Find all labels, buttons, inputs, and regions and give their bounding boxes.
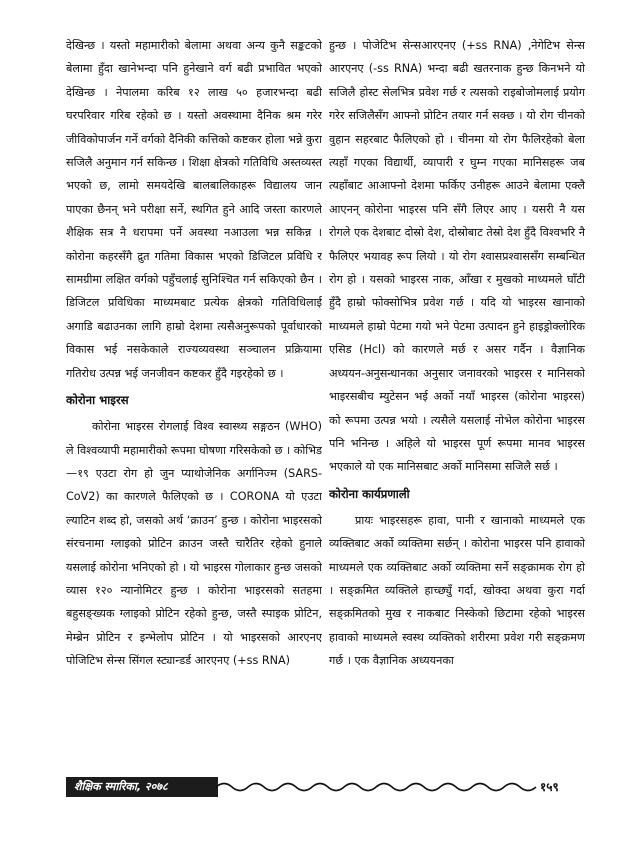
right-paragraph-2: प्रायः भाइरसहरू हावा, पानी र खानाको माध्यमले एक व्यक्तिबाट अर्को व्यक्तिमा सर्छन् । कोरोना भाइरस पनि हावाको माध्यमले एक व्यक्तिबाट अर्को व्यक्तिमा सर्ने सङ्क्रामक रोग हो । सङ्क्रमित व्यक्तिले हाच्छ्युँ गर्दा, खोक्दा अथवा कुरा गर्दा सङ्क्रमितको मुख र नाकबाट निस्केको छिटामा रहेको भाइरस हावाको माध्यमले स्वस्थ व्यक्तिको शरीरमा प्रवेश गरी सङ्क्रमण गर्छ । एक वैज्ञानिक अध्ययनका	[329, 513, 585, 668]
left-paragraph-2: कोरोना भाइरस रोगलाई विश्व स्वास्थ्य सङ्गठन (WHO) ले विश्वव्यापी महामारीको रूपमा घोषणा गरिसकेको छ । कोभिड—१९ एउटा रोग हो जुन प्याथोजेनिक अर्गानिज्म (SARS-CoV2) का कारणले फैलिएको छ । CORONA यो एउटा ल्याटिन शब्द हो, जसको अर्थ ‘क्राउन’ हुन्छ । कोरोना भाइरसको संरचनामा ग्लाइको प्रोटिन क्राउन जस्तै चारैतिर रहेको हुनाले यसलाई कोरोना भनिएको हो । यो भाइरस गोलाकार हुन्छ जसको व्यास १२० न्यानोमिटर हुन्छ । कोरोना भाइरसको सतहमा बहुसङ्ख्यक ग्लाइको प्रोटिन रहेको हुन्छ, जस्तै स्पाइक प्रोटिन, मेम्ब्रेन प्रोटिन र इन्भेलोप प्रोटिन । यो भाइरसको आरएनए पोजिटिभ सेन्स सिंगल स्ट्यान्डर्ड आरएनए (+ss RNA)	[66, 420, 322, 668]
section-heading-corona-mechanism: कोरोना कार्यप्रणाली	[329, 486, 410, 501]
left-paragraph-1: देखिन्छ । यस्तो महामारीको बेलामा अथवा अन्य कुनै सङ्कटको बेलामा हुँदा खानेभन्दा पनि हुनेखाने वर्ग बढी प्रभावित भएको देखिन्छ । नेपालमा करिब १२ लाख ५० हजारभन्दा बढी घरपरिवार गरिब रहेको छ । यस्तो अवस्थामा दैनिक श्रम गरेर जीविकोपार्जन गर्ने वर्गको दैनिकी कत्तिको कष्टकर होला भन्ने कुरा सजिलै अनुमान गर्न सकिन्छ । शिक्षा क्षेत्रको गतिविधि अस्तव्यस्त भएको छ, लामो समयदेखि बालबालिकाहरू विद्यालय जान पाएका छैनन् भने परीक्षा सर्ने, स्थगित हुने आदि जस्ता कारणले शैक्षिक सत्र नै धरापमा पर्ने अवस्था नआउला भन्न सकिन्न । कोरोना कहरसँगै द्रुत गतिमा विकास भएको डिजिटल प्रविधि र सामग्रीमा लक्षित वर्गको पहुँचलाई सुनिश्चित गर्न सकिएको छैन । डिजिटल प्रविधिका माध्यमबाट प्रत्येक क्षेत्रको गतिविधिलाई अगाडि बढाउनका लागि हाम्रो देशमा त्यसैअनुरूपको पूर्वाधारको विकास भई नसकेकाले राज्यव्यवस्था सञ्चालन प्रक्रियामा गतिरोध उत्पन्न भई जनजीवन कष्टकर हुँदै गइरहेको छ ।	[66, 39, 322, 380]
footer-publication-band	[66, 777, 218, 797]
right-column	[329, 34, 585, 772]
page-number: १५९	[540, 780, 559, 794]
section-heading-corona-virus: कोरोना भाइरस	[66, 393, 129, 408]
left-column	[66, 34, 322, 772]
footer-wave-ornament	[216, 780, 538, 794]
right-paragraph-1: हुन्छ । पोजेटिभ सेन्सआरएनए (+ss RNA) ,नेगेटिभ सेन्स आरएनए (-ss RNA) भन्दा बढी खतरनाक हुन्छ किनभने यो सजिलै होस्ट सेलभित्र प्रवेश गर्छ र त्यसको राइबोजोमलाई प्रयोग गरेर सजिलैसँग आफ्नो प्रोटिन तयार गर्न सक्छ । यो रोग चीनको वुहान सहरबाट फैलिएको हो । चीनमा यो रोग फैलिरहेको बेला त्यहाँ गएका विद्यार्थी, व्यापारी र घुम्न गएका मानिसहरू जब त्यहाँबाट आआफ्नो देशमा फर्किए उनीहरू आउने बेलामा एक्लै आएनन् कोरोना भाइरस पनि सँगै लिएर आए । यसरी नै यस रोगले एक देशबाट दोस्रो देश, दोस्रोबाट तेस्रो देश हुँदै विश्वभरि नै फैलिएर भयावह रूप लियो । यो रोग श्वासप्रश्वाससँग सम्बन्धित रोग हो । यसको भाइरस नाक, आँखा र मुखको माध्यमले घाँटी हुँदै हाम्रो फोक्सोभित्र प्रवेश गर्छ । यदि यो भाइरस खानाको माध्यमले हाम्रो पेटमा गयो भने पेटमा उत्पादन हुने हाइड्रोक्लोरिक एसिड (Hcl) को कारणले मर्छ र असर गर्दैन । वैज्ञानिक अध्ययन-अनुसन्धानका अनुसार जनावरको भाइरस र मानिसको भाइरसबीच म्युटेसन भई अर्को नयाँ भाइरस (कोरोना भाइरस) को रूपमा उत्पन्न भयो । त्यसैले यसलाई नोभेल कोरोना भाइरस पनि भनिन्छ । अहिले यो भाइरस पूर्ण रूपमा मानव भाइरस भएकाले यो एक मानिसबाट अर्को मानिसमा सजिलै सर्छ ।	[329, 39, 585, 474]
footer-publication-title: शैक्षिक स्मारिका, २०७८	[74, 780, 168, 793]
